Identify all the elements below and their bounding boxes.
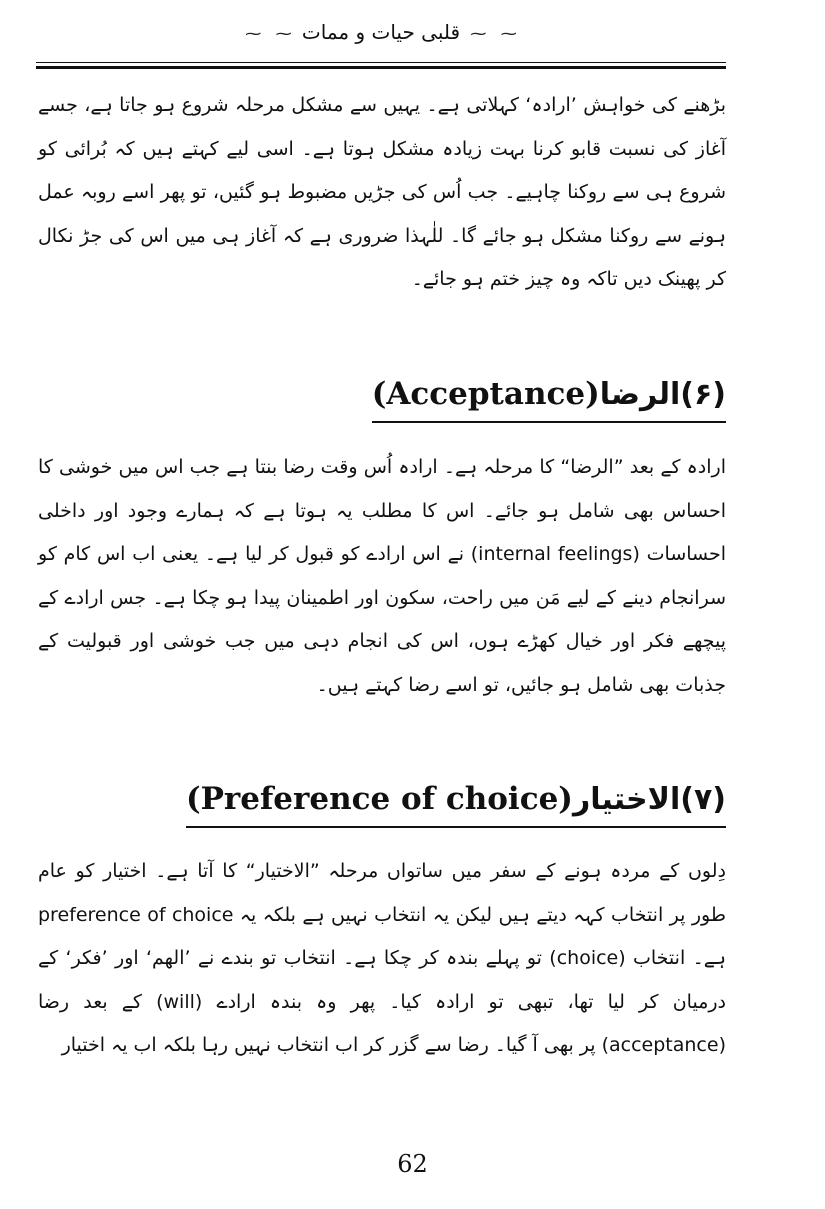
heading-english: (Preference of choice) [185, 781, 573, 817]
book-title: قلبی حیات و ممات [301, 20, 461, 44]
paragraph-intro: بڑھنے کی خواہش ’ارادہ‘ کہلاتی ہے۔ یہیں سے مشکل مرحلہ شروع ہو جاتا ہے، جسے آغاز کی نسبت قابو کرنا بہت زیادہ مشکل ہوتا ہے۔ اسی لیے کہتے ہیں کہ بُرائی کو شروع ہی سے روکنا چاہیے۔ جب اُس کی جڑیں مضبوط ہو گئیں، تو پھر اسے روبہ عمل ہونے سے روکنا مشکل ہو جائے گا۔ للٰہذا ضروری ہے کہ آغاز ہی میں اس کی جڑ نکال کر پھینک دیں تاکہ وہ چیز ختم ہو جائے۔ [38, 94, 726, 290]
header-rule-thick [36, 66, 726, 69]
heading-preference [186, 777, 726, 828]
ornament-swirl-icon: ⁓ [275, 24, 292, 43]
heading-urdu: الرضا [599, 377, 681, 412]
paragraph-preference: دِلوں کے مردہ ہونے کے سفر میں ساتواں مرحلہ ”الاختیار“ کا آتا ہے۔ اختیار کو عام طور پر انتخاب کہہ دیتے ہیں لیکن یہ انتخاب نہیں ہے بلکہ یہ preference of choice ہے۔ انتخاب (choice) تو پہلے بندہ کر چکا ہے۔ انتخاب تو بندے نے ’الھم‘ اور ’فکر‘ کے درمیان کر لیا تھا، تبھی تو ارادہ کیا۔ پھر وہ بندہ ارادے (will) کے بعد رضا (acceptance) پر بھی آ گیا۔ رضا سے گزر کر اب انتخاب نہیں رہا بلکہ اب یہ اختیار [38, 860, 727, 1056]
ornament-swirl-icon: ⁓ [245, 24, 262, 43]
ornament-swirl-icon: ⁓ [500, 24, 517, 43]
paragraph-acceptance: ارادہ کے بعد ”الرضا“ کا مرحلہ ہے۔ ارادہ اُس وقت رضا بنتا ہے جب اس میں خوشی کا احساس بھی شامل ہو جائے۔ اس کا مطلب یہ ہوتا ہے کہ ہمارے وجود اور داخلی احساسات (internal feelings) نے اس ارادے کو قبول کر لیا ہے۔ یعنی اب اس کام کو سرانجام دینے کے لیے مَن میں راحت، سکون اور اطمینان پیدا ہو چکا ہے۔ جس ارادے کے پیچھے فکر اور خیال کھڑے ہوں، اس کی انجام دہی میں جب خوشی اور قبولیت کے جذبات بھی شامل ہو جائیں، تو اسے رضا کہتے ہیں۔ [38, 456, 726, 696]
header-title-line [36, 20, 726, 44]
heading-english: (Acceptance) [371, 376, 600, 412]
ornament-swirl-icon: ⁓ [470, 24, 487, 43]
heading-acceptance [372, 372, 726, 423]
heading-number: (۶) [680, 377, 726, 412]
header-rule-thin [36, 62, 726, 63]
heading-urdu: الاختیار [572, 782, 681, 817]
page-number: 62 [397, 1150, 428, 1178]
running-header [36, 14, 726, 70]
heading-number: (۷) [680, 782, 726, 817]
